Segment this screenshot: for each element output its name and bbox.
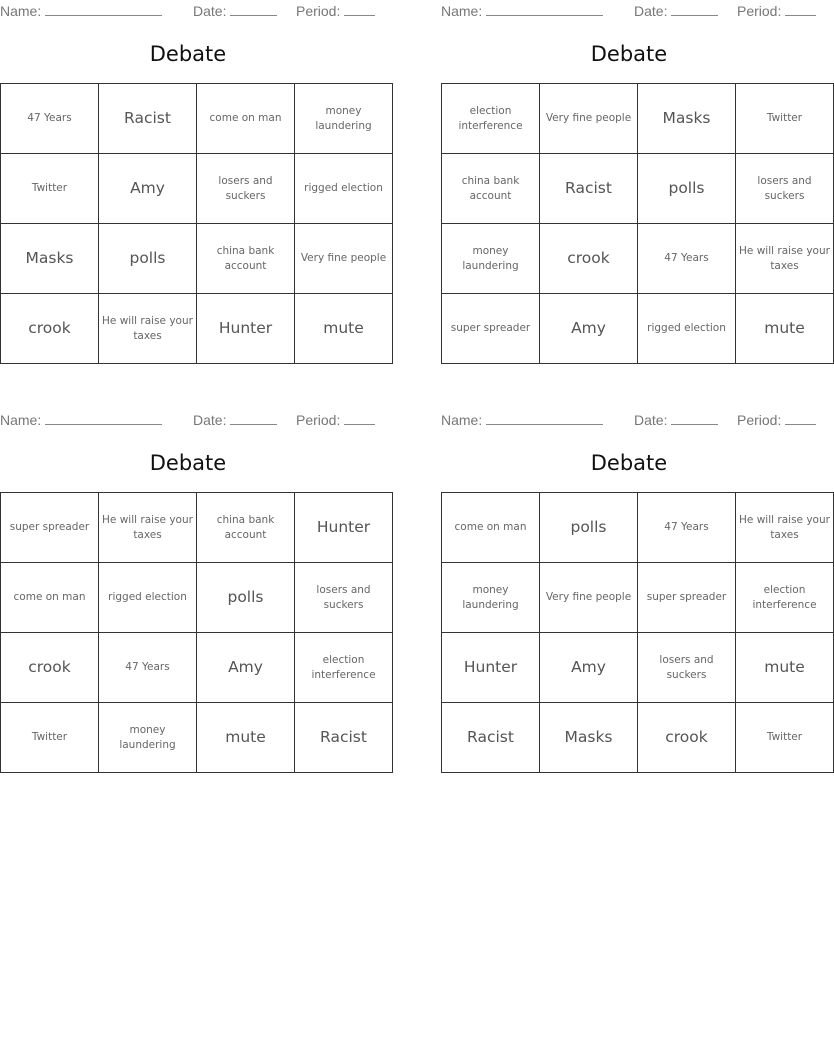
card-header [441,2,817,20]
name-field-label: Name: [441,3,483,19]
bingo-cell[interactable]: losers and suckers [736,154,834,224]
date-field [193,2,277,19]
bingo-cell[interactable]: crook [1,294,99,364]
bingo-row [1,493,393,563]
bingo-cell[interactable]: mute [197,703,295,773]
name-field [441,2,603,19]
bingo-cell[interactable]: Hunter [442,633,540,703]
bingo-row [442,84,834,154]
bingo-cell[interactable]: Twitter [1,154,99,224]
card-header [441,411,817,429]
name-field-label: Name: [0,412,42,428]
bingo-cell[interactable]: super spreader [1,493,99,563]
bingo-cell[interactable]: He will raise your taxes [99,493,197,563]
period-field-label: Period: [296,412,341,428]
bingo-cell[interactable]: losers and suckers [295,563,393,633]
card-title: Debate [590,42,668,66]
name-field-blank-line[interactable] [486,2,603,16]
bingo-cell[interactable]: money laundering [99,703,197,773]
bingo-cell[interactable]: election interference [736,563,834,633]
bingo-cell[interactable]: come on man [1,563,99,633]
bingo-cell[interactable]: election interference [295,633,393,703]
period-field-blank-line[interactable] [785,2,816,16]
bingo-card [0,409,376,769]
bingo-cell[interactable]: polls [638,154,736,224]
bingo-cell[interactable]: Racist [442,703,540,773]
bingo-card [441,0,830,360]
bingo-cell[interactable]: polls [99,224,197,294]
date-field [634,2,718,19]
date-field-blank-line[interactable] [230,411,277,425]
date-field-blank-line[interactable] [230,2,277,16]
bingo-cell[interactable]: come on man [442,493,540,563]
bingo-cell[interactable]: money laundering [442,224,540,294]
bingo-row [1,294,393,364]
name-field-blank-line[interactable] [45,2,162,16]
bingo-cell[interactable]: election interference [442,84,540,154]
name-field [0,411,162,428]
name-field-label: Name: [441,412,483,428]
bingo-row [1,154,393,224]
bingo-grid [0,83,393,364]
bingo-row [1,703,393,773]
bingo-cell[interactable]: rigged election [638,294,736,364]
bingo-cell[interactable]: super spreader [442,294,540,364]
bingo-grid [441,83,834,364]
date-field [634,411,718,428]
bingo-cell[interactable]: losers and suckers [638,633,736,703]
bingo-cell[interactable]: crook [638,703,736,773]
bingo-grid [0,492,393,773]
bingo-cell[interactable]: Masks [540,703,638,773]
bingo-cell[interactable]: come on man [197,84,295,154]
bingo-row [442,563,834,633]
bingo-cell[interactable]: losers and suckers [197,154,295,224]
bingo-cell[interactable]: Racist [540,154,638,224]
card-title: Debate [149,42,227,66]
bingo-cell[interactable]: Amy [540,633,638,703]
bingo-cell[interactable]: rigged election [295,154,393,224]
bingo-cell[interactable]: Amy [99,154,197,224]
period-field [296,411,375,428]
card-header [0,411,376,429]
name-field [0,2,162,19]
date-field-label: Date: [193,412,227,428]
bingo-card [0,0,387,360]
bingo-cell[interactable]: 47 Years [638,493,736,563]
period-field [737,2,816,19]
period-field [296,2,375,19]
period-field-blank-line[interactable] [344,2,375,16]
bingo-cell[interactable]: money laundering [442,563,540,633]
bingo-cell[interactable]: crook [1,633,99,703]
bingo-cell[interactable]: Masks [638,84,736,154]
period-field [737,411,816,428]
bingo-cell[interactable]: Hunter [197,294,295,364]
name-field-blank-line[interactable] [45,411,162,425]
bingo-row [1,84,393,154]
period-field-label: Period: [737,3,782,19]
bingo-cell[interactable]: Twitter [1,703,99,773]
bingo-row [442,154,834,224]
bingo-row [1,563,393,633]
bingo-cell[interactable]: Very fine people [540,84,638,154]
bingo-cell[interactable]: Racist [295,703,393,773]
bingo-cell[interactable]: mute [736,294,834,364]
bingo-cell[interactable]: Twitter [736,84,834,154]
bingo-cell[interactable]: super spreader [638,563,736,633]
bingo-cell[interactable]: Very fine people [540,563,638,633]
bingo-cell[interactable]: polls [197,563,295,633]
period-field-blank-line[interactable] [785,411,816,425]
bingo-cell[interactable]: Racist [99,84,197,154]
card-title: Debate [149,451,227,475]
bingo-cell[interactable]: Twitter [736,703,834,773]
bingo-cell[interactable]: 47 Years [1,84,99,154]
bingo-cell[interactable]: 47 Years [99,633,197,703]
bingo-row [1,633,393,703]
name-field-blank-line[interactable] [486,411,603,425]
name-field [441,411,603,428]
name-field-label: Name: [0,3,42,19]
bingo-cell[interactable]: crook [540,224,638,294]
card-header [0,2,376,20]
bingo-row [442,633,834,703]
bingo-row [1,224,393,294]
bingo-cell[interactable]: Masks [1,224,99,294]
bingo-cell[interactable]: china bank account [197,493,295,563]
bingo-cell[interactable]: Amy [197,633,295,703]
period-field-blank-line[interactable] [344,411,375,425]
bingo-card [441,409,830,769]
period-field-label: Period: [296,3,341,19]
period-field-label: Period: [737,412,782,428]
bingo-row [442,294,834,364]
bingo-cell[interactable]: money laundering [295,84,393,154]
bingo-row [442,703,834,773]
card-title: Debate [590,451,668,475]
bingo-cell[interactable]: rigged election [99,563,197,633]
bingo-cell[interactable]: china bank account [442,154,540,224]
date-field-blank-line[interactable] [671,411,718,425]
bingo-cell[interactable]: He will raise your taxes [736,493,834,563]
bingo-cell[interactable]: mute [736,633,834,703]
bingo-cell[interactable]: 47 Years [638,224,736,294]
bingo-cell[interactable]: Very fine people [295,224,393,294]
bingo-cell[interactable]: He will raise your taxes [99,294,197,364]
bingo-cell[interactable]: He will raise your taxes [736,224,834,294]
bingo-row [442,224,834,294]
date-field-blank-line[interactable] [671,2,718,16]
bingo-cell[interactable]: mute [295,294,393,364]
bingo-cell[interactable]: china bank account [197,224,295,294]
bingo-cell[interactable]: polls [540,493,638,563]
bingo-cell[interactable]: Amy [540,294,638,364]
bingo-cell[interactable]: Hunter [295,493,393,563]
date-field-label: Date: [193,3,227,19]
bingo-row [442,493,834,563]
bingo-grid [441,492,834,773]
date-field-label: Date: [634,3,668,19]
date-field [193,411,277,428]
date-field-label: Date: [634,412,668,428]
